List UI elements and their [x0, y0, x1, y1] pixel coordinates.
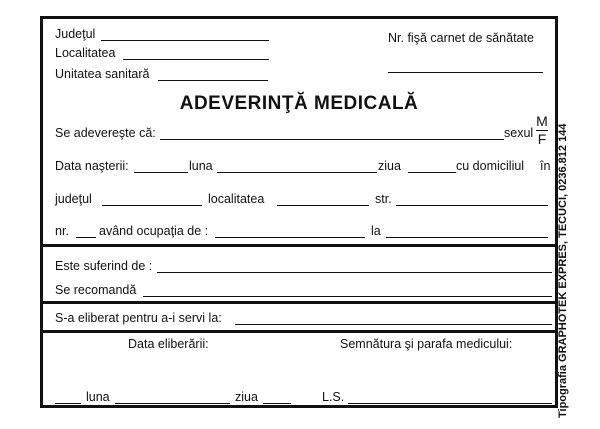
- locality-label: Localitatea: [55, 46, 116, 60]
- issue-month-field[interactable]: [115, 403, 230, 404]
- occupation-field[interactable]: [215, 237, 365, 238]
- domicile-label: cu domiciliul: [456, 159, 525, 173]
- section-divider: [43, 244, 555, 247]
- health-unit-label: Unitatea sanitară: [55, 67, 150, 81]
- issue-year-field[interactable]: [263, 403, 291, 404]
- issue-day-label: ziua: [235, 390, 258, 404]
- workplace-field[interactable]: [386, 237, 548, 238]
- number-label: nr.: [55, 224, 69, 238]
- workplace-label: la: [371, 224, 381, 238]
- birth-day-field[interactable]: [134, 172, 188, 173]
- seal-label: L.S.: [322, 390, 345, 404]
- birth-month-field[interactable]: [217, 172, 377, 173]
- street-label: str.: [375, 192, 392, 206]
- county-label: Judeţul: [55, 27, 96, 41]
- birth-month-label: luna: [189, 159, 213, 173]
- certify-label: Se adevereşte că:: [55, 126, 156, 140]
- in-label: în: [540, 159, 551, 173]
- printer-imprint: Tipografia GRAPHOTEK EXPRES, TECUCI, 0236.812 144: [557, 123, 569, 418]
- issue-date-label: Data eliberării:: [128, 337, 209, 351]
- birth-year-field[interactable]: [408, 172, 456, 173]
- county-field[interactable]: [101, 40, 269, 41]
- doctor-signature-label: Semnătura şi parafa medicului:: [340, 337, 513, 351]
- sex-female-option[interactable]: F: [537, 131, 547, 147]
- occupation-label: având ocupaţia de :: [99, 224, 209, 238]
- issue-day-field[interactable]: [55, 403, 81, 404]
- signature-field[interactable]: [348, 403, 552, 404]
- section-divider: [43, 301, 555, 304]
- sex-label: sexul: [504, 126, 534, 140]
- document-title: ADEVERINŢĂ MEDICALĂ: [179, 93, 419, 114]
- locality-field[interactable]: [123, 59, 269, 60]
- birth-date-label: Data naşterii:: [55, 159, 129, 173]
- county-address-field[interactable]: [102, 205, 202, 206]
- health-card-number-label: Nr. fişă carnet de sănătate: [388, 31, 534, 45]
- recommendation-label: Se recomandă: [55, 283, 137, 297]
- county-address-label: judeţul: [55, 192, 92, 206]
- recommendation-field[interactable]: [143, 296, 552, 297]
- issue-month-label: luna: [86, 390, 110, 404]
- patient-name-field[interactable]: [160, 139, 504, 140]
- issued-for-field[interactable]: [235, 324, 552, 325]
- illness-field[interactable]: [157, 272, 552, 273]
- locality-address-label: localitatea: [208, 192, 265, 206]
- health-unit-field[interactable]: [158, 80, 268, 81]
- street-field[interactable]: [396, 205, 548, 206]
- issued-for-label: S-a eliberat pentru a-i servi la:: [55, 311, 222, 325]
- section-divider: [43, 330, 555, 333]
- medical-certificate-form: [40, 16, 558, 408]
- locality-address-field[interactable]: [277, 205, 369, 206]
- number-field[interactable]: [76, 237, 96, 238]
- sex-male-option[interactable]: M: [536, 113, 548, 129]
- health-card-number-field[interactable]: [388, 72, 543, 73]
- illness-label: Este suferind de :: [55, 259, 153, 273]
- birth-day-label: ziua: [378, 159, 401, 173]
